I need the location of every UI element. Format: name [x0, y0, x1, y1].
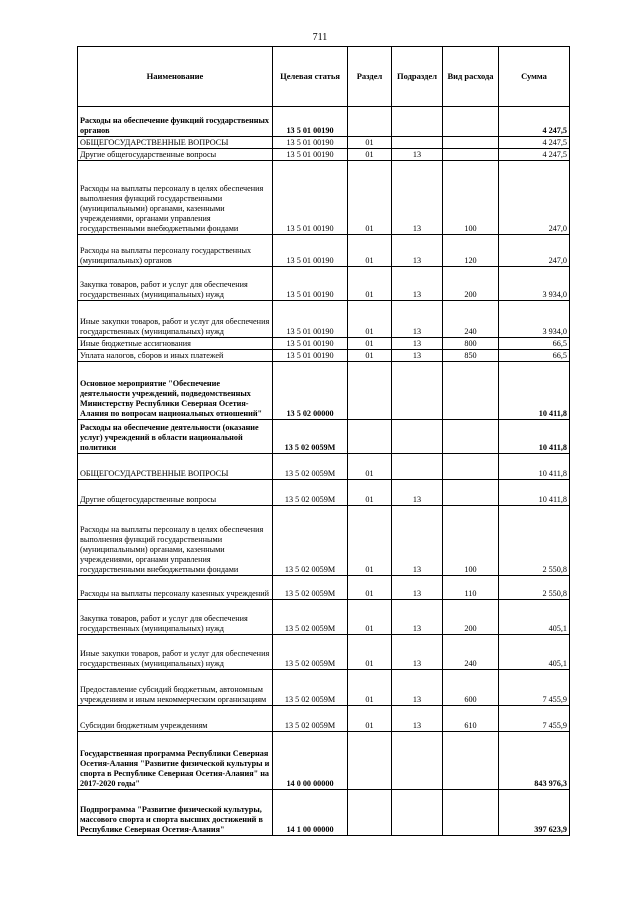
- row-section: 01: [348, 161, 392, 235]
- row-subsection: 13: [392, 301, 443, 338]
- row-target-article: 13 5 01 00190: [273, 350, 348, 362]
- row-section: [348, 420, 392, 454]
- column-header-target-article: Целевая статья: [273, 47, 348, 107]
- row-target-article: 14 0 00 00000: [273, 732, 348, 790]
- row-name: Расходы на выплаты персоналу государственных (муниципальных) органов: [78, 235, 273, 267]
- row-expense-type: 850: [443, 350, 499, 362]
- row-target-article: 13 5 02 0059М: [273, 635, 348, 670]
- row-amount: 4 247,5: [499, 137, 570, 149]
- row-subsection: [392, 362, 443, 420]
- row-expense-type: [443, 107, 499, 137]
- column-header-section: Раздел: [348, 47, 392, 107]
- row-target-article: 13 5 01 00190: [273, 338, 348, 350]
- table-row: [78, 480, 570, 506]
- table-row: [78, 161, 570, 235]
- table-row: [78, 149, 570, 161]
- row-amount: 10 411,8: [499, 420, 570, 454]
- row-expense-type: [443, 732, 499, 790]
- row-expense-type: [443, 149, 499, 161]
- row-amount: 843 976,3: [499, 732, 570, 790]
- row-target-article: 13 5 01 00190: [273, 149, 348, 161]
- row-expense-type: 200: [443, 267, 499, 301]
- row-section: [348, 790, 392, 836]
- row-target-article: 13 5 01 00190: [273, 301, 348, 338]
- table-row: [78, 420, 570, 454]
- row-expense-type: [443, 137, 499, 149]
- row-subsection: 13: [392, 338, 443, 350]
- row-section: 01: [348, 149, 392, 161]
- table-row: [78, 454, 570, 480]
- table-row: [78, 362, 570, 420]
- row-amount: 10 411,8: [499, 454, 570, 480]
- row-section: 01: [348, 350, 392, 362]
- row-section: [348, 732, 392, 790]
- row-name: Расходы на выплаты персоналу в целях обеспечения выполнения функций государственными (муниципальными) органами, казенными учреждениями, органами управления государственными внебюджетными фондами: [78, 506, 273, 576]
- table-row: [78, 107, 570, 137]
- table-row: [78, 267, 570, 301]
- table-row: [78, 506, 570, 576]
- table-row: [78, 732, 570, 790]
- row-name: Основное мероприятие "Обеспечение деятельности учреждений, подведомственных Министерству Республики Северная Осетия-Алания по вопросам национальных отношений": [78, 362, 273, 420]
- row-amount: 4 247,5: [499, 107, 570, 137]
- row-section: 01: [348, 600, 392, 635]
- table-row: [78, 338, 570, 350]
- row-target-article: 13 5 02 0059М: [273, 706, 348, 732]
- row-subsection: 13: [392, 161, 443, 235]
- row-name: ОБЩЕГОСУДАРСТВЕННЫЕ ВОПРОСЫ: [78, 454, 273, 480]
- row-name: Государственная программа Республики Северная Осетия-Алания "Развитие физической культуры и спорта в Республике Северная Осетия-Алания" на 2017-2020 годы": [78, 732, 273, 790]
- row-name: Иные закупки товаров, работ и услуг для обеспечения государственных (муниципальных) нужд: [78, 635, 273, 670]
- table-row: [78, 137, 570, 149]
- row-subsection: 13: [392, 670, 443, 706]
- row-amount: 4 247,5: [499, 149, 570, 161]
- row-section: 01: [348, 506, 392, 576]
- row-expense-type: 100: [443, 161, 499, 235]
- row-subsection: [392, 732, 443, 790]
- row-expense-type: [443, 362, 499, 420]
- table-row: [78, 235, 570, 267]
- row-subsection: 13: [392, 576, 443, 600]
- budget-table: [77, 46, 570, 836]
- row-section: [348, 107, 392, 137]
- row-name: Закупка товаров, работ и услуг для обеспечения государственных (муниципальных) нужд: [78, 600, 273, 635]
- page-number: 711: [312, 32, 328, 43]
- row-target-article: 13 5 02 00000: [273, 362, 348, 420]
- row-name: Другие общегосударственные вопросы: [78, 149, 273, 161]
- table-row: [78, 790, 570, 836]
- row-name: ОБЩЕГОСУДАРСТВЕННЫЕ ВОПРОСЫ: [78, 137, 273, 149]
- row-name: Предоставление субсидий бюджетным, автономным учреждениям и иным некоммерческим организациям: [78, 670, 273, 706]
- table-row: [78, 670, 570, 706]
- row-amount: 10 411,8: [499, 362, 570, 420]
- table-row: [78, 301, 570, 338]
- table-row: [78, 635, 570, 670]
- row-subsection: 13: [392, 600, 443, 635]
- table-row: [78, 706, 570, 732]
- row-amount: 66,5: [499, 338, 570, 350]
- row-name: Расходы на обеспечение деятельности (оказание услуг) учреждений в области национальной политики: [78, 420, 273, 454]
- row-name: Другие общегосударственные вопросы: [78, 480, 273, 506]
- column-header-amount: Сумма: [499, 47, 570, 107]
- row-expense-type: [443, 420, 499, 454]
- row-name: Закупка товаров, работ и услуг для обеспечения государственных (муниципальных) нужд: [78, 267, 273, 301]
- row-expense-type: 110: [443, 576, 499, 600]
- row-amount: 247,0: [499, 235, 570, 267]
- row-subsection: 13: [392, 267, 443, 301]
- row-target-article: 13 5 01 00190: [273, 137, 348, 149]
- row-target-article: 13 5 01 00190: [273, 267, 348, 301]
- row-expense-type: [443, 454, 499, 480]
- row-subsection: [392, 790, 443, 836]
- row-subsection: 13: [392, 635, 443, 670]
- row-section: 01: [348, 576, 392, 600]
- row-expense-type: 240: [443, 635, 499, 670]
- row-expense-type: 600: [443, 670, 499, 706]
- row-target-article: 14 1 00 00000: [273, 790, 348, 836]
- row-subsection: [392, 454, 443, 480]
- row-section: 01: [348, 670, 392, 706]
- row-section: 01: [348, 301, 392, 338]
- row-target-article: 13 5 02 0059М: [273, 576, 348, 600]
- row-name: Субсидии бюджетным учреждениям: [78, 706, 273, 732]
- table-row: [78, 350, 570, 362]
- row-amount: 2 550,8: [499, 576, 570, 600]
- row-amount: 3 934,0: [499, 267, 570, 301]
- row-name: Иные закупки товаров, работ и услуг для обеспечения государственных (муниципальных) нужд: [78, 301, 273, 338]
- row-target-article: 13 5 02 0059М: [273, 420, 348, 454]
- row-target-article: 13 5 02 0059М: [273, 454, 348, 480]
- row-name: Расходы на выплаты персоналу в целях обеспечения выполнения функций государственными (муниципальными) органами, казенными учреждениями, органами управления государственными внебюджетными фондами: [78, 161, 273, 235]
- row-subsection: 13: [392, 235, 443, 267]
- row-section: 01: [348, 706, 392, 732]
- row-subsection: [392, 420, 443, 454]
- row-section: 01: [348, 338, 392, 350]
- row-subsection: 13: [392, 480, 443, 506]
- row-subsection: 13: [392, 506, 443, 576]
- row-subsection: 13: [392, 149, 443, 161]
- row-section: 01: [348, 235, 392, 267]
- row-subsection: [392, 137, 443, 149]
- row-expense-type: 800: [443, 338, 499, 350]
- row-expense-type: 240: [443, 301, 499, 338]
- row-name: Расходы на обеспечение функций государственных органов: [78, 107, 273, 137]
- row-section: 01: [348, 137, 392, 149]
- row-section: 01: [348, 635, 392, 670]
- row-name: Иные бюджетные ассигнования: [78, 338, 273, 350]
- row-section: 01: [348, 454, 392, 480]
- row-expense-type: 610: [443, 706, 499, 732]
- row-target-article: 13 5 01 00190: [273, 161, 348, 235]
- row-subsection: [392, 107, 443, 137]
- row-amount: 7 455,9: [499, 670, 570, 706]
- row-expense-type: [443, 790, 499, 836]
- table-row: [78, 600, 570, 635]
- row-section: [348, 362, 392, 420]
- row-amount: 397 623,9: [499, 790, 570, 836]
- row-section: 01: [348, 480, 392, 506]
- row-target-article: 13 5 02 0059М: [273, 670, 348, 706]
- column-header-expense-type: Вид расхода: [443, 47, 499, 107]
- row-subsection: 13: [392, 706, 443, 732]
- row-target-article: 13 5 01 00190: [273, 107, 348, 137]
- row-amount: 66,5: [499, 350, 570, 362]
- row-expense-type: 200: [443, 600, 499, 635]
- row-amount: 247,0: [499, 161, 570, 235]
- row-target-article: 13 5 02 0059М: [273, 600, 348, 635]
- row-amount: 3 934,0: [499, 301, 570, 338]
- row-subsection: 13: [392, 350, 443, 362]
- table-row: [78, 576, 570, 600]
- row-amount: 405,1: [499, 600, 570, 635]
- row-amount: 2 550,8: [499, 506, 570, 576]
- row-section: 01: [348, 267, 392, 301]
- column-header-name: Наименование: [78, 47, 273, 107]
- row-amount: 10 411,8: [499, 480, 570, 506]
- row-amount: 405,1: [499, 635, 570, 670]
- row-name: Уплата налогов, сборов и иных платежей: [78, 350, 273, 362]
- table-header-row: [78, 47, 570, 107]
- table-body: [78, 107, 570, 836]
- row-target-article: 13 5 02 0059М: [273, 480, 348, 506]
- row-expense-type: 120: [443, 235, 499, 267]
- row-name: Подпрограмма "Развитие физической культуры, массового спорта и спорта высших достижений в Республике Северная Осетия-Алания": [78, 790, 273, 836]
- row-amount: 7 455,9: [499, 706, 570, 732]
- row-target-article: 13 5 02 0059М: [273, 506, 348, 576]
- row-target-article: 13 5 01 00190: [273, 235, 348, 267]
- row-name: Расходы на выплаты персоналу казенных учреждений: [78, 576, 273, 600]
- row-expense-type: 100: [443, 506, 499, 576]
- row-expense-type: [443, 480, 499, 506]
- column-header-subsection: Подраздел: [392, 47, 443, 107]
